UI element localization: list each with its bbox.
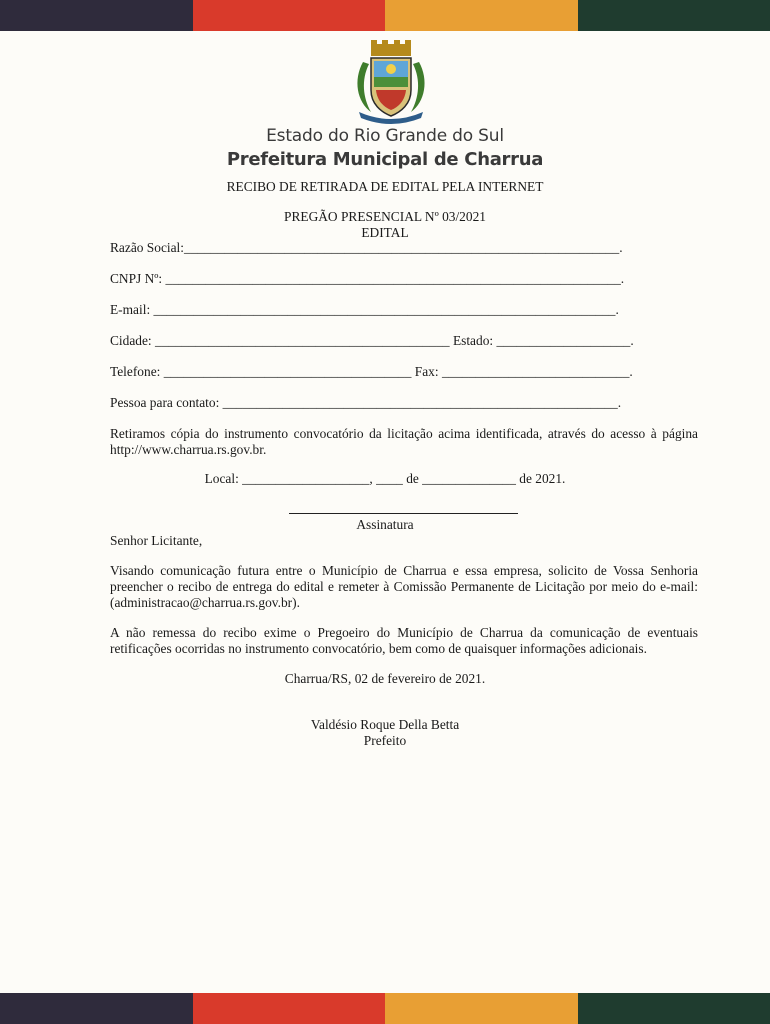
field-telefone-fax: Telefone: _____________________________________ Fax: ____________________________. — [110, 364, 633, 379]
document-title: RECIBO DE RETIRADA DE EDITAL PELA INTERNET — [226, 179, 544, 194]
paragraph-retiramos: Retiramos cópia do instrumento convocatório da licitação acima identificada, através do acesso à página http://www.charrua.rs.gov.br. — [110, 426, 698, 457]
pregao-number: PREGÃO PRESENCIAL Nº 03/2021 — [284, 209, 486, 224]
bottom-color-band — [0, 993, 770, 1024]
signer-name: Valdésio Roque Della Betta — [310, 717, 460, 732]
field-email: E-mail: _____________________________________________________________________. — [110, 302, 619, 317]
top-color-band — [0, 0, 770, 31]
state-name: Estado do Rio Grande do Sul — [266, 126, 504, 146]
municipal-coat-of-arms-icon — [349, 40, 433, 124]
paragraph-visando: Visando comunicação futura entre o Município de Charrua e essa empresa, solicito de Vossa Senhoria preencher o recibo de entrega do edital e remeter à Comissão Permanente de Licitação por meio do e-mail:(administracao@charrua.rs.gov.br). — [110, 563, 698, 610]
local-date-line: Local: ___________________, ____ de ______________ de 2021. — [204, 471, 566, 486]
band-segment — [385, 0, 578, 31]
field-cidade-estado: Cidade: ____________________________________________ Estado: ____________________. — [110, 333, 634, 348]
band-segment — [193, 993, 386, 1024]
signer-role: Prefeito — [363, 733, 407, 748]
date-place: Charrua/RS, 02 de fevereiro de 2021. — [284, 671, 486, 686]
field-razao-social: Razão Social:_________________________________________________________________. — [110, 240, 623, 255]
signature-line — [289, 513, 518, 514]
paragraph-remessa: A não remessa do recibo exime o Pregoeiro do Município de Charrua da comunicação de eventuais retificações ocorridas no instrumento convocatório, bem como de quaisquer informações adicionais. — [110, 625, 698, 656]
band-segment — [0, 0, 193, 31]
edital-label: EDITAL — [361, 225, 409, 240]
salutation: Senhor Licitante, — [110, 533, 203, 548]
field-pessoa-contato: Pessoa para contato: ___________________________________________________________. — [110, 395, 622, 410]
signature-label: Assinatura — [356, 517, 414, 532]
band-segment — [578, 993, 770, 1024]
field-cnpj: CNPJ Nº: ____________________________________________________________________. — [110, 271, 625, 286]
band-segment — [193, 0, 386, 31]
prefecture-name: Prefeitura Municipal de Charrua — [226, 149, 544, 170]
band-segment — [0, 993, 193, 1024]
band-segment — [385, 993, 578, 1024]
band-segment — [578, 0, 770, 31]
